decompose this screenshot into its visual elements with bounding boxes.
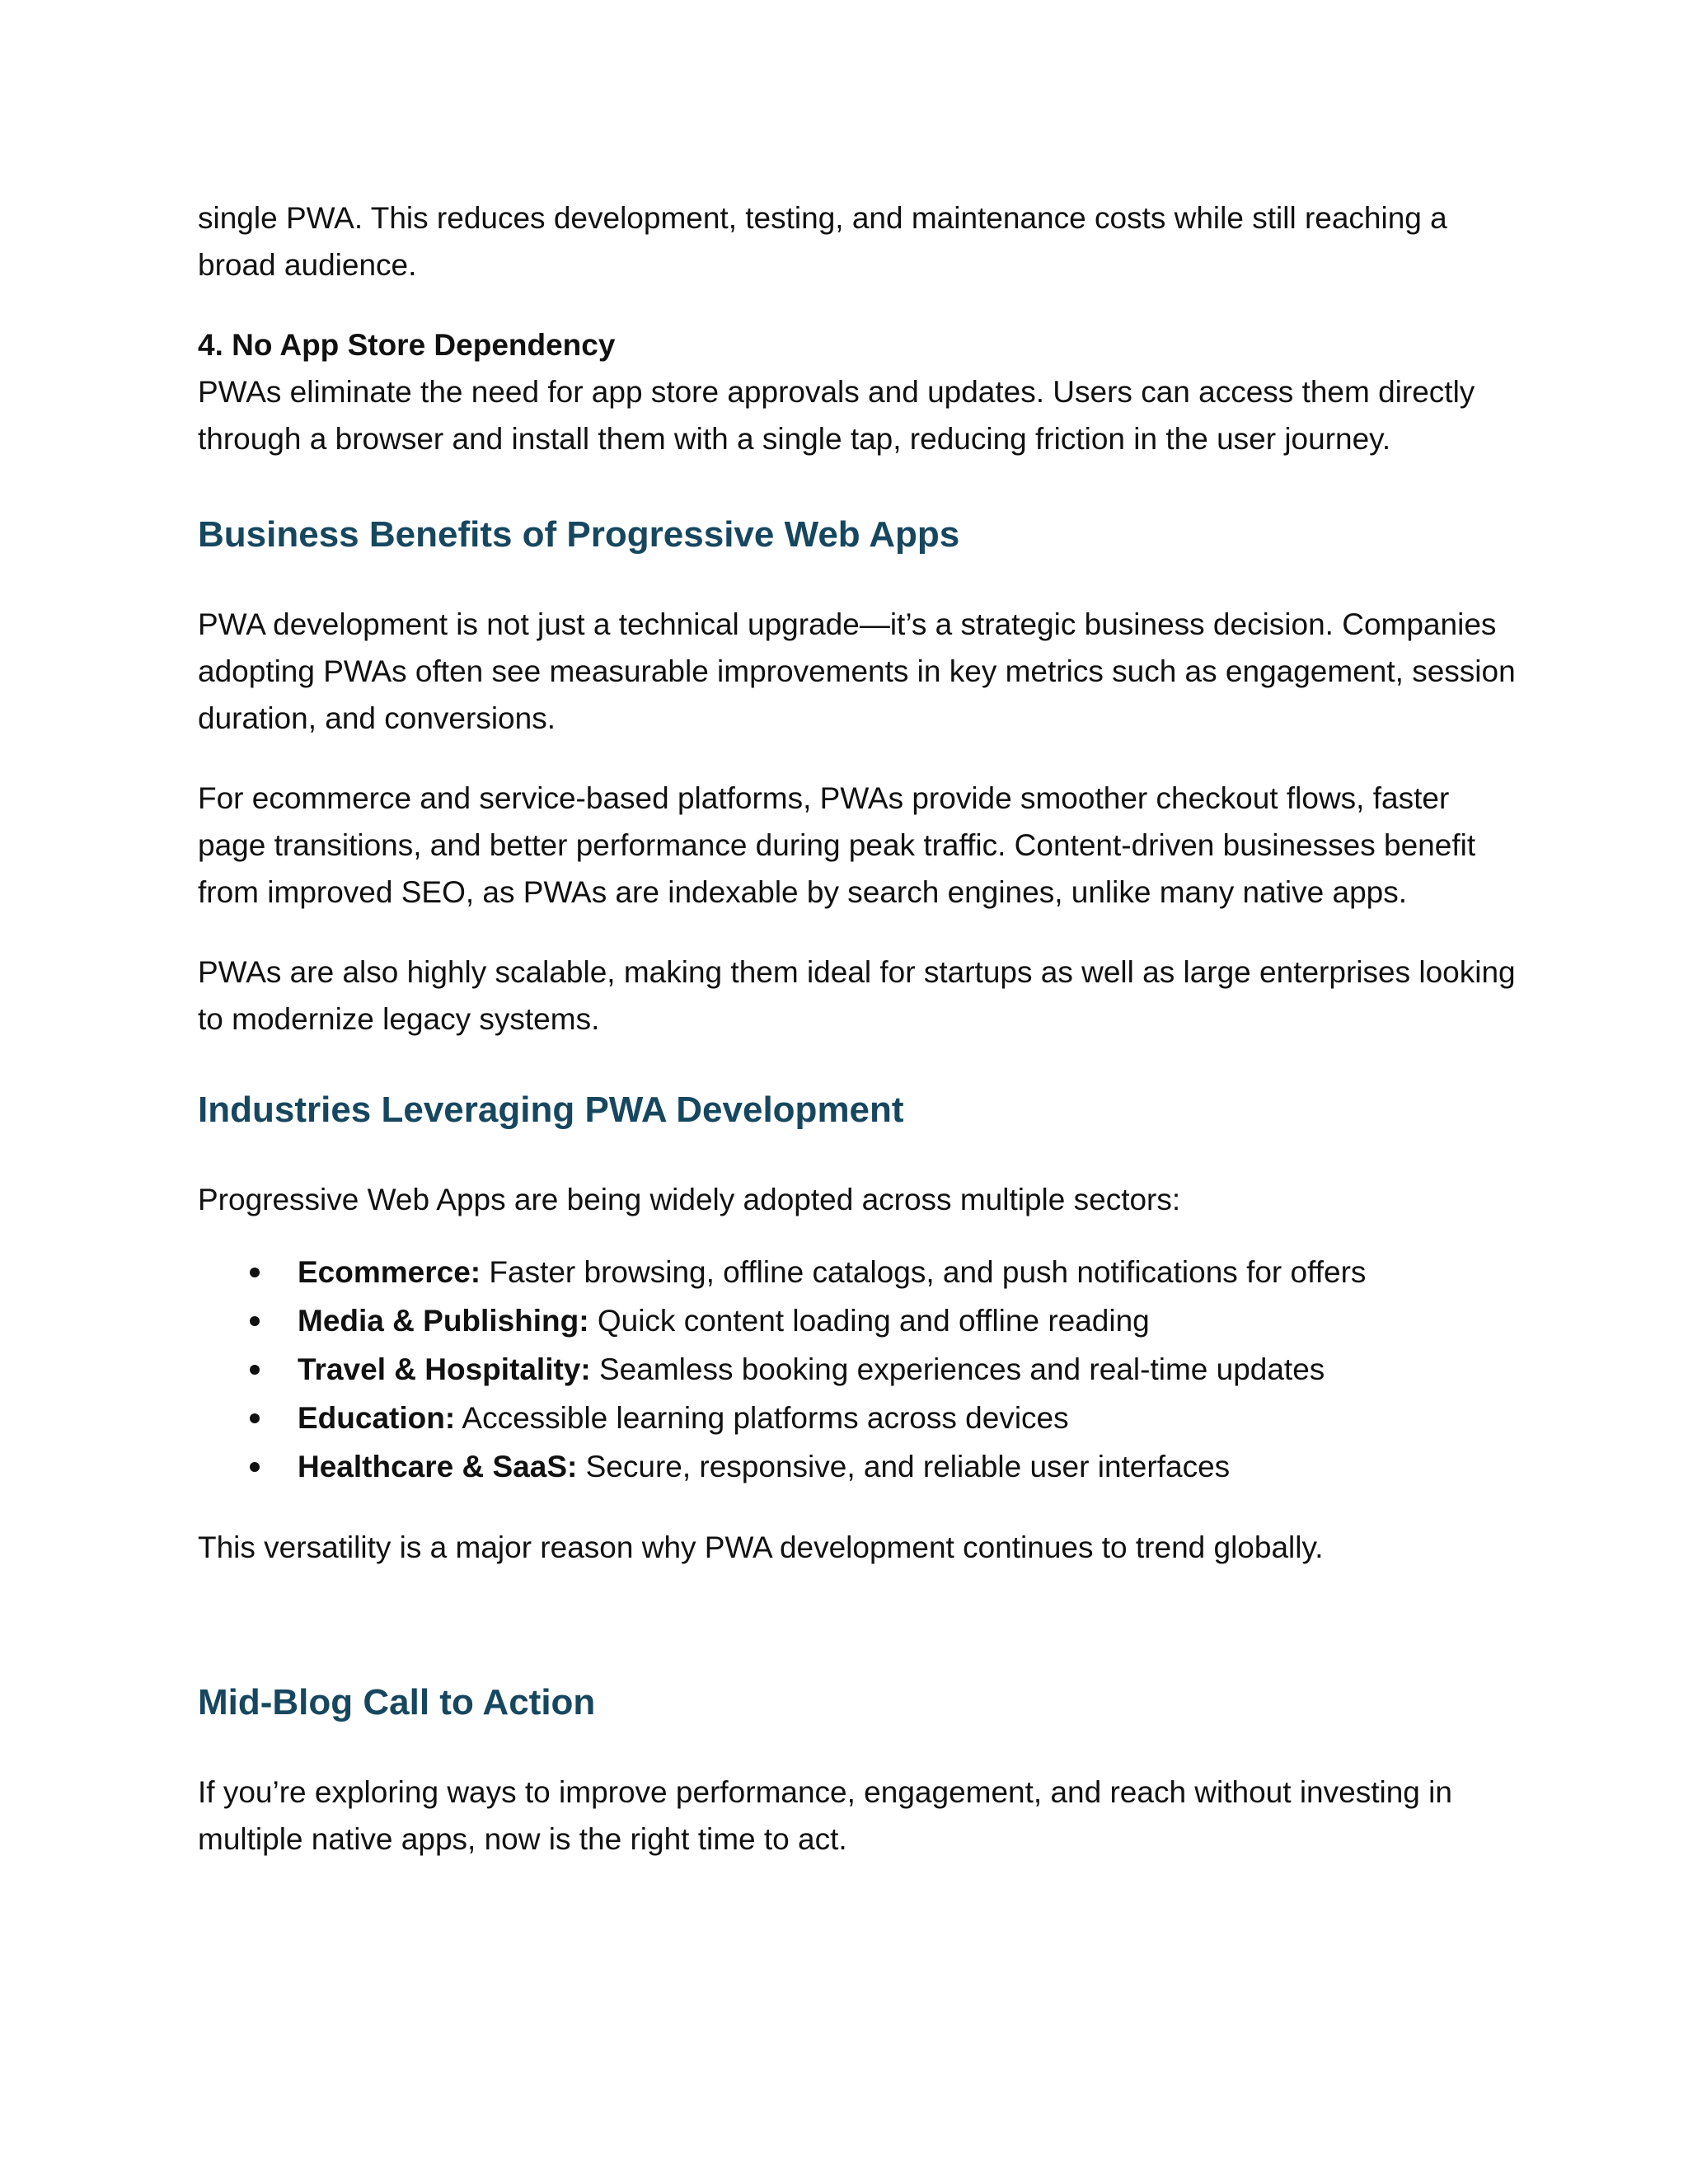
list-item-term: Ecommerce:	[298, 1255, 481, 1289]
list-item-term: Education:	[298, 1401, 456, 1435]
list-item	[198, 1296, 1517, 1345]
intro-paragraph: single PWA. This reduces development, testing, and maintenance costs while still reaching a broad audience.	[198, 201, 1447, 282]
list-item-description: Accessible learning platforms across devices	[455, 1401, 1069, 1435]
list-item	[198, 1248, 1517, 1296]
business-benefits-paragraph-1: PWA development is not just a technical upgrade—it’s a strategic business decision. Companies adopting PWAs often see measurable improvements in key metrics such as engagement, session duration, and conversions.	[198, 607, 1516, 735]
business-benefits-paragraph-2: For ecommerce and service-based platforms, PWAs provide smoother checkout flows, faster page transitions, and better performance during peak traffic. Content-driven businesses benefit from improved SEO, as PWAs are indexable by search engines, unlike many native apps.	[198, 781, 1476, 909]
list-item-description: Quick content loading and offline reading	[588, 1304, 1150, 1338]
list-item-description: Secure, responsive, and reliable user interfaces	[577, 1450, 1231, 1483]
business-benefits-heading: Business Benefits of Progressive Web Apps	[198, 514, 960, 555]
industries-summary-paragraph: This versatility is a major reason why PWA development continues to trend globally.	[198, 1530, 1324, 1564]
list-item	[198, 1442, 1517, 1491]
list-item	[198, 1345, 1517, 1394]
industries-lead-paragraph: Progressive Web Apps are being widely adopted across multiple sectors:	[198, 1183, 1181, 1216]
list-item-term: Media & Publishing:	[298, 1304, 589, 1338]
bullet-icon	[250, 1365, 260, 1375]
cta-paragraph: If you’re exploring ways to improve performance, engagement, and reach without investing in multiple native apps, now is the right time to act.	[198, 1775, 1452, 1856]
no-app-store-heading: 4. No App Store Dependency	[198, 328, 616, 362]
bullet-icon	[250, 1268, 260, 1277]
cta-heading: Mid-Blog Call to Action	[198, 1682, 596, 1722]
bullet-icon	[250, 1316, 260, 1326]
list-item-term: Healthcare & SaaS:	[298, 1450, 578, 1483]
list-item-description: Seamless booking experiences and real-time updates	[590, 1352, 1325, 1386]
no-app-store-paragraph: PWAs eliminate the need for app store approvals and updates. Users can access them directly through a browser and install them with a single tap, reducing friction in the user journey.	[198, 375, 1475, 456]
industries-list	[198, 1248, 1517, 1491]
document-page	[198, 194, 1517, 1863]
industries-heading: Industries Leveraging PWA Development	[198, 1090, 904, 1130]
bullet-icon	[250, 1413, 260, 1423]
list-item-term: Travel & Hospitality:	[298, 1352, 591, 1386]
bullet-icon	[250, 1462, 260, 1472]
business-benefits-paragraph-3: PWAs are also highly scalable, making them ideal for startups as well as large enterprises looking to modernize legacy systems.	[198, 955, 1516, 1036]
list-item-description: Faster browsing, offline catalogs, and push notifications for offers	[481, 1255, 1367, 1289]
list-item	[198, 1394, 1517, 1442]
